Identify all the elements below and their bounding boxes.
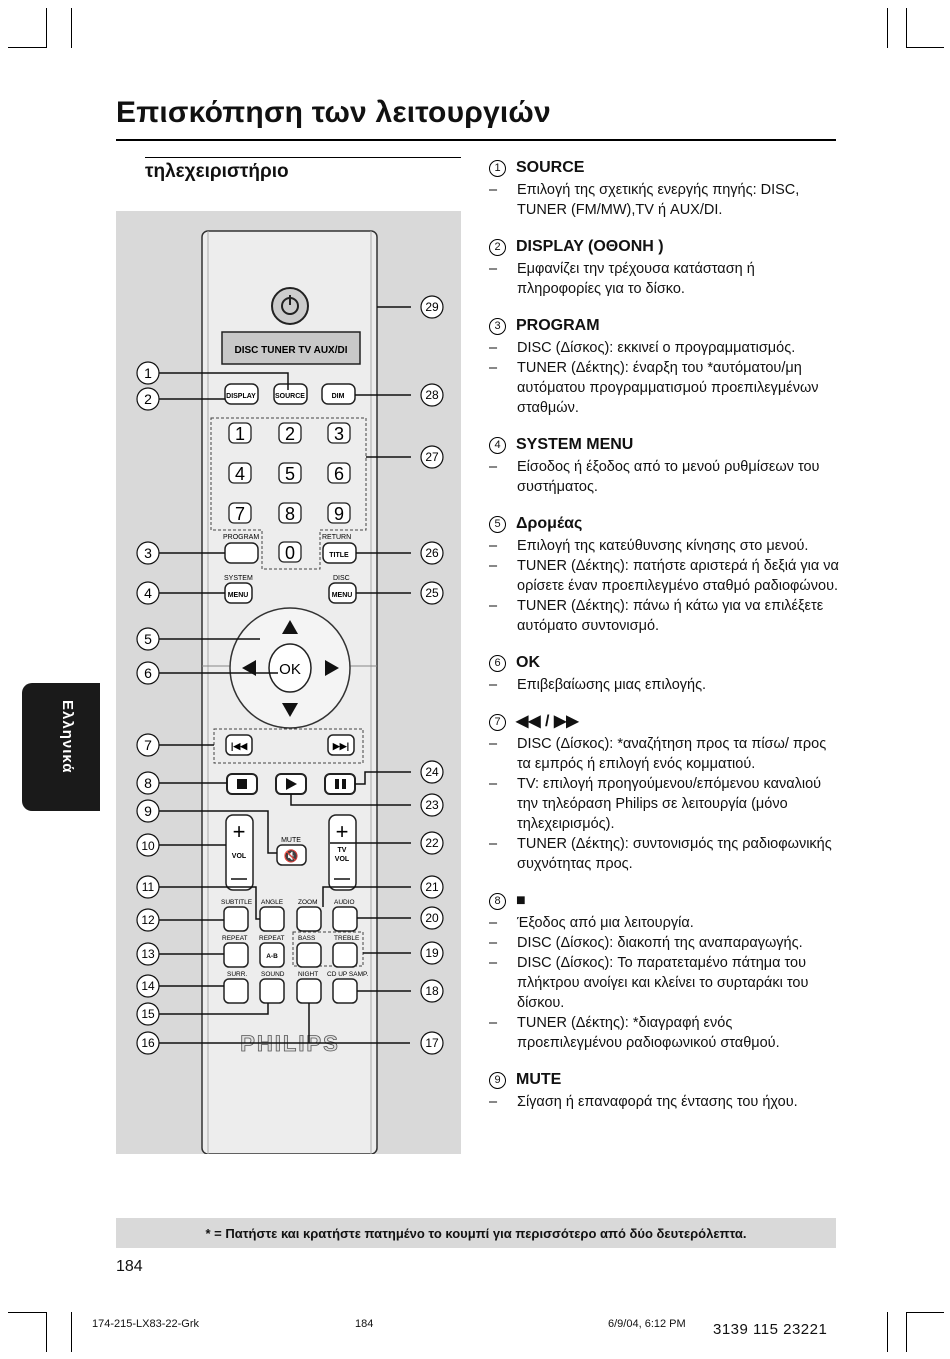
repeat-ab-label: REPEAT: [259, 935, 285, 942]
description-text: TUNER (Δέκτης): συντονισμός της ραδιοφωνικής συχνότητας προς.: [517, 836, 832, 872]
footer-page: 184: [355, 1318, 374, 1330]
repeat-button: [224, 943, 248, 967]
description-text: DISC (Δίσκος): *αναζήτηση προς τα πίσω/ προς τα εμπρός ή επιλογή ενός κομματιού.: [517, 736, 827, 772]
function-title: DISPLAY (ΟΘΟΝΗ ): [516, 238, 664, 255]
surr-label: SURR.: [227, 971, 248, 978]
dash-bullet: –: [489, 340, 498, 356]
description-line: [489, 734, 839, 774]
description-line: [489, 675, 839, 695]
footer-file: 174-215-LX83-22-Grk: [92, 1318, 200, 1330]
ok-button-label: OK: [279, 661, 301, 678]
mute-label: MUTE: [281, 837, 301, 844]
function-item: [489, 712, 839, 874]
page-title: Επισκόπηση των λειτουργιών: [116, 96, 551, 129]
description-text: Σίγαση ή επαναφορά της έντασης του ήχου.: [517, 1094, 798, 1110]
program-label: PROGRAM: [223, 534, 260, 541]
item-number-badge: 4: [489, 437, 506, 454]
angle-button: [260, 907, 284, 931]
system-menu-label: MENU: [227, 592, 249, 599]
description-text: TUNER (Δέκτης): έναρξη του *αυτόματου/μη αυτόματου προγραμματισμού προεπιλεγμένων σταθμών.: [517, 360, 819, 416]
callouts-right: [421, 296, 443, 1054]
return-label: RETURN: [322, 534, 352, 541]
item-number-badge: 6: [489, 655, 506, 672]
item-number-badge: 2: [489, 239, 506, 256]
callout-18: 18: [425, 984, 439, 998]
previous-icon: |◀◀: [230, 741, 248, 751]
callout-28: 28: [425, 388, 439, 402]
description-line: [489, 338, 839, 358]
title-button-label: TITLE: [329, 552, 349, 559]
description-text: TUNER (Δέκτης): πάνω ή κάτω για να επιλέξετε αυτόματο συντονισμό.: [517, 598, 824, 634]
callout-3: 3: [144, 545, 152, 561]
angle-label: ANGLE: [261, 899, 284, 906]
dash-bullet: –: [489, 1094, 498, 1110]
section-rule: [145, 157, 461, 158]
description-line: [489, 953, 839, 1013]
cd-upsamp-label: CD UP SAMP.: [327, 971, 369, 978]
volume-plus-icon: +: [232, 819, 246, 844]
digit-0: 0: [284, 543, 296, 563]
function-title: SOURCE: [516, 159, 585, 176]
function-title: OK: [516, 654, 540, 671]
footer-code: 3139 115 23221: [713, 1321, 828, 1338]
vol-label: VOL: [231, 853, 247, 860]
night-label: NIGHT: [298, 971, 319, 978]
stop-icon: [237, 779, 247, 789]
dim-button-label: DIM: [331, 393, 345, 400]
digit-5: 5: [284, 464, 296, 484]
tv-label: TV: [337, 847, 347, 854]
callout-15: 15: [141, 1007, 155, 1021]
callout-9: 9: [144, 803, 152, 819]
description-line: [489, 358, 839, 418]
digit-8: 8: [284, 504, 296, 524]
audio-label: AUDIO: [334, 899, 355, 906]
display-button-label: DISPLAY: [226, 393, 256, 400]
dash-bullet: –: [489, 677, 498, 693]
callout-25: 25: [425, 586, 439, 600]
description-line: [489, 913, 839, 933]
function-item: [489, 1070, 839, 1112]
item-number-badge: 9: [489, 1072, 506, 1089]
disc-label: DISC: [333, 575, 350, 582]
function-title: MUTE: [516, 1071, 562, 1088]
callout-7: 7: [144, 737, 152, 753]
callout-1: 1: [144, 365, 152, 381]
digit-4: 4: [234, 464, 246, 484]
surr-button: [224, 979, 248, 1003]
section-title: τηλεχειριστήριο: [145, 161, 289, 182]
callout-19: 19: [425, 946, 439, 960]
night-button: [297, 979, 321, 1003]
callout-5: 5: [144, 631, 152, 647]
bass-button: [297, 943, 321, 967]
title-rule: [116, 139, 836, 141]
function-heading: [489, 237, 839, 257]
description-text: Έξοδος από μια λειτουργία.: [517, 915, 694, 931]
function-heading: [489, 712, 839, 732]
callout-17: 17: [425, 1036, 439, 1050]
description-text: TUNER (Δέκτης): πατήστε αριστερά ή δεξιά για να ορίσετε έναν προεπιλεγμένο σταθμό ραδιοφώνου.: [517, 558, 839, 594]
function-item: [489, 316, 839, 418]
treble-label: TREBLE: [334, 935, 360, 942]
pause-icon: [335, 779, 339, 789]
callout-4: 4: [144, 585, 152, 601]
description-text: DISC (Δίσκος): διακοπή της αναπαραγωγής.: [517, 935, 803, 951]
dash-bullet: –: [489, 776, 498, 792]
function-title: Δρομέας: [516, 515, 583, 532]
function-title: ■: [516, 892, 526, 909]
mute-icon: 🔇: [283, 849, 299, 863]
item-number-badge: 8: [489, 893, 506, 910]
repeat-label: REPEAT: [222, 935, 248, 942]
description-line: [489, 180, 839, 220]
digit-1: 1: [234, 424, 246, 444]
description-text: TUNER (Δέκτης): *διαγραφή ενός προεπιλεγμένου ραδιοφωνικού σταθμού.: [517, 1015, 780, 1051]
function-heading: [489, 514, 839, 534]
callout-12: 12: [141, 913, 155, 927]
callout-13: 13: [141, 947, 155, 961]
dash-bullet: –: [489, 360, 498, 376]
description-text: Επιλογή της κατεύθυνσης κίνησης στο μενού.: [517, 538, 809, 554]
description-text: DISC (Δίσκος): Το παρατεταμένο πάτημα του πλήκτρου ανοίγει και κλείνει το συρταράκι του δίσκου.: [517, 955, 809, 1011]
source-display-text: DISC TUNER TV AUX/DI: [234, 345, 348, 356]
function-item: [489, 435, 839, 497]
zoom-label: ZOOM: [298, 899, 318, 906]
dash-bullet: –: [489, 955, 498, 971]
program-button: [225, 543, 258, 563]
function-heading: [489, 891, 839, 911]
callout-6: 6: [144, 665, 152, 681]
digit-7: 7: [234, 504, 246, 524]
callout-27: 27: [425, 450, 439, 464]
function-descriptions: [489, 158, 839, 1129]
subtitle-button: [224, 907, 248, 931]
callout-29: 29: [425, 300, 439, 314]
dash-bullet: –: [489, 538, 498, 554]
function-title: PROGRAM: [516, 317, 600, 334]
sound-button: [260, 979, 284, 1003]
digit-9: 9: [333, 504, 345, 524]
callout-11: 11: [141, 880, 155, 894]
remote-illustration: [116, 211, 461, 1154]
function-title: ◀◀ / ▶▶: [516, 713, 579, 730]
callout-10: 10: [141, 839, 155, 853]
callout-8: 8: [144, 775, 152, 791]
footnote: * = Πατήστε και κρατήστε πατημένο το κουμπί για περισσότερο από δύο δευτερόλεπτα.: [116, 1218, 836, 1248]
callout-21: 21: [425, 880, 439, 894]
dash-bullet: –: [489, 459, 498, 475]
function-title: SYSTEM MENU: [516, 436, 634, 453]
digit-3: 3: [333, 424, 345, 444]
sound-label: SOUND: [261, 971, 285, 978]
treble-button: [333, 943, 357, 967]
dash-bullet: –: [489, 182, 498, 198]
description-line: [489, 536, 839, 556]
dash-bullet: –: [489, 261, 498, 277]
dash-bullet: –: [489, 558, 498, 574]
digit-2: 2: [284, 424, 296, 444]
description-line: [489, 457, 839, 497]
next-icon: ▶▶|: [332, 741, 350, 751]
system-label: SYSTEM: [224, 575, 253, 582]
ab-button-label: A-B: [266, 953, 278, 960]
description-text: Εμφανίζει την τρέχουσα κατάσταση ή πληροφορίες για το δίσκο.: [517, 261, 755, 297]
function-item: [489, 653, 839, 695]
callout-14: 14: [141, 979, 155, 993]
footer-date: 6/9/04, 6:12 PM: [608, 1318, 686, 1330]
function-heading: [489, 653, 839, 673]
item-number-badge: 1: [489, 160, 506, 177]
callouts-left: [137, 362, 159, 1054]
description-text: DISC (Δίσκος): εκκινεί ο προγραμματισμός.: [517, 340, 796, 356]
tv-volume-plus-icon: +: [335, 819, 349, 844]
pause-button: [325, 774, 355, 794]
function-item: [489, 891, 839, 1053]
function-item: [489, 237, 839, 299]
description-line: [489, 259, 839, 299]
dash-bullet: –: [489, 598, 498, 614]
dash-bullet: –: [489, 915, 498, 931]
function-item: [489, 158, 839, 220]
description-text: Είσοδος ή έξοδος από το μενού ρυθμίσεων του συστήματος.: [517, 459, 820, 495]
callout-20: 20: [425, 911, 439, 925]
function-heading: [489, 1070, 839, 1090]
page-number: 184: [116, 1258, 143, 1275]
dash-bullet: –: [489, 935, 498, 951]
power-button: [272, 288, 308, 324]
description-line: [489, 1013, 839, 1053]
cd-upsamp-button: [333, 979, 357, 1003]
source-button-label: SOURCE: [275, 393, 305, 400]
description-line: [489, 1092, 839, 1112]
digit-6: 6: [333, 464, 345, 484]
description-text: Επιβεβαίωσης μιας επιλογής.: [517, 677, 707, 693]
description-line: [489, 774, 839, 834]
item-number-badge: 5: [489, 516, 506, 533]
description-text: Επιλογή της σχετικής ενεργής πηγής: DISC, TUNER (FM/MW),TV ή AUX/DI.: [517, 182, 800, 218]
brand-logo: PHILIPS: [240, 1031, 340, 1056]
description-line: [489, 933, 839, 953]
dash-bullet: –: [489, 1015, 498, 1031]
dash-bullet: –: [489, 736, 498, 752]
function-item: [489, 514, 839, 636]
tv-vol-label: VOL: [334, 856, 350, 863]
description-line: [489, 834, 839, 874]
callout-24: 24: [425, 765, 439, 779]
zoom-button: [297, 907, 321, 931]
callout-26: 26: [425, 546, 439, 560]
description-text: TV: επιλογή προηγούμενου/επόμενου καναλιού την τηλεόραση Philips σε λειτουργία (μόνο τηλεχειρισμός).: [517, 776, 822, 832]
function-heading: [489, 316, 839, 336]
dash-bullet: –: [489, 836, 498, 852]
callout-16: 16: [141, 1036, 155, 1050]
item-number-badge: 3: [489, 318, 506, 335]
language-tab-label: Ελληνικά: [59, 700, 76, 774]
function-heading: [489, 158, 839, 178]
callout-22: 22: [425, 836, 439, 850]
audio-button: [333, 907, 357, 931]
function-heading: [489, 435, 839, 455]
disc-menu-label: MENU: [331, 592, 353, 599]
item-number-badge: 7: [489, 714, 506, 731]
description-line: [489, 596, 839, 636]
bass-label: BASS: [298, 935, 316, 942]
callout-23: 23: [425, 798, 439, 812]
callout-2: 2: [144, 391, 152, 407]
subtitle-label: SUBTITLE: [221, 899, 253, 906]
description-line: [489, 556, 839, 596]
